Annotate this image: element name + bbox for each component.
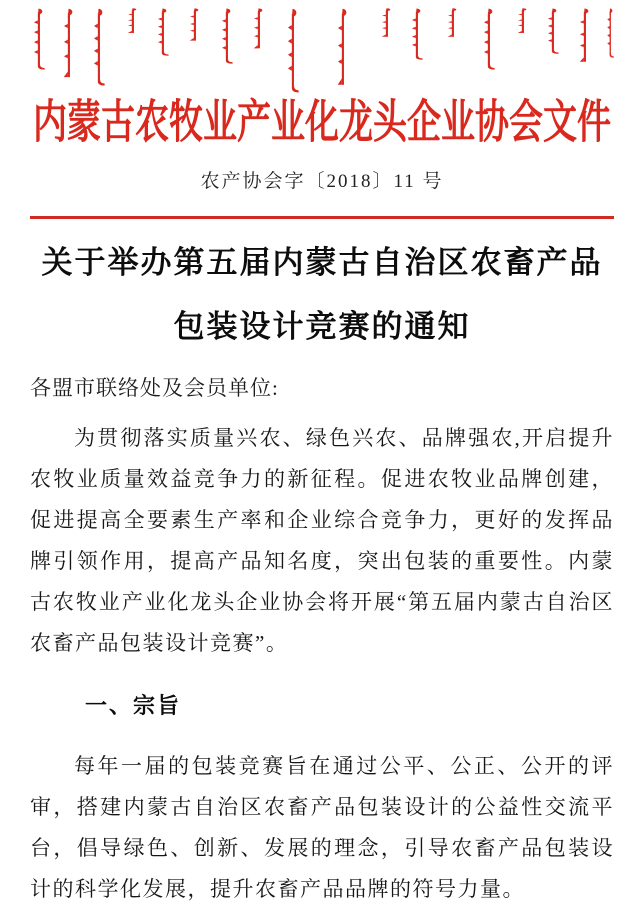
salutation: 各盟市联络处及会员单位: bbox=[30, 376, 279, 400]
notice-title-line-1: 关于举办第五届内蒙古自治区农畜产品 bbox=[41, 245, 603, 280]
notice-title bbox=[30, 243, 614, 347]
org-title: 内蒙古农牧业产业化龙头企业协会文件 bbox=[33, 98, 611, 149]
notice-title-line-2: 包装设计竞赛的通知 bbox=[173, 309, 471, 344]
red-divider bbox=[30, 216, 614, 219]
paragraph-1: 为贯彻落实质量兴农、绿色兴农、品牌强农,开启提升农牧业质量效益竞争力的新征程。促进农牧业品牌创建，促进提高全要素生产率和企业综合竞争力，更好的发挥品牌引领作用，提高产品知名度，突出包装的重要性。内蒙古农牧业产业化龙头企业协会将开展“第五届内蒙古自治区农畜产品包装设计竞赛”。 bbox=[30, 426, 614, 655]
mongolian-script-icon bbox=[30, 6, 614, 94]
doc-number: 农产协会字〔2018〕11 号 bbox=[200, 171, 444, 192]
section-heading-1: 一、宗旨 bbox=[85, 693, 182, 718]
paragraph-2: 每年一届的包装竞赛旨在通过公平、公正、公开的评审，搭建内蒙古自治区农畜产品包装设计的公益性交流平台，倡导绿色、创新、发展的理念，引导农畜产品包装设计的科学化发展，提升农畜产品品牌的符号力量。 bbox=[30, 754, 614, 901]
